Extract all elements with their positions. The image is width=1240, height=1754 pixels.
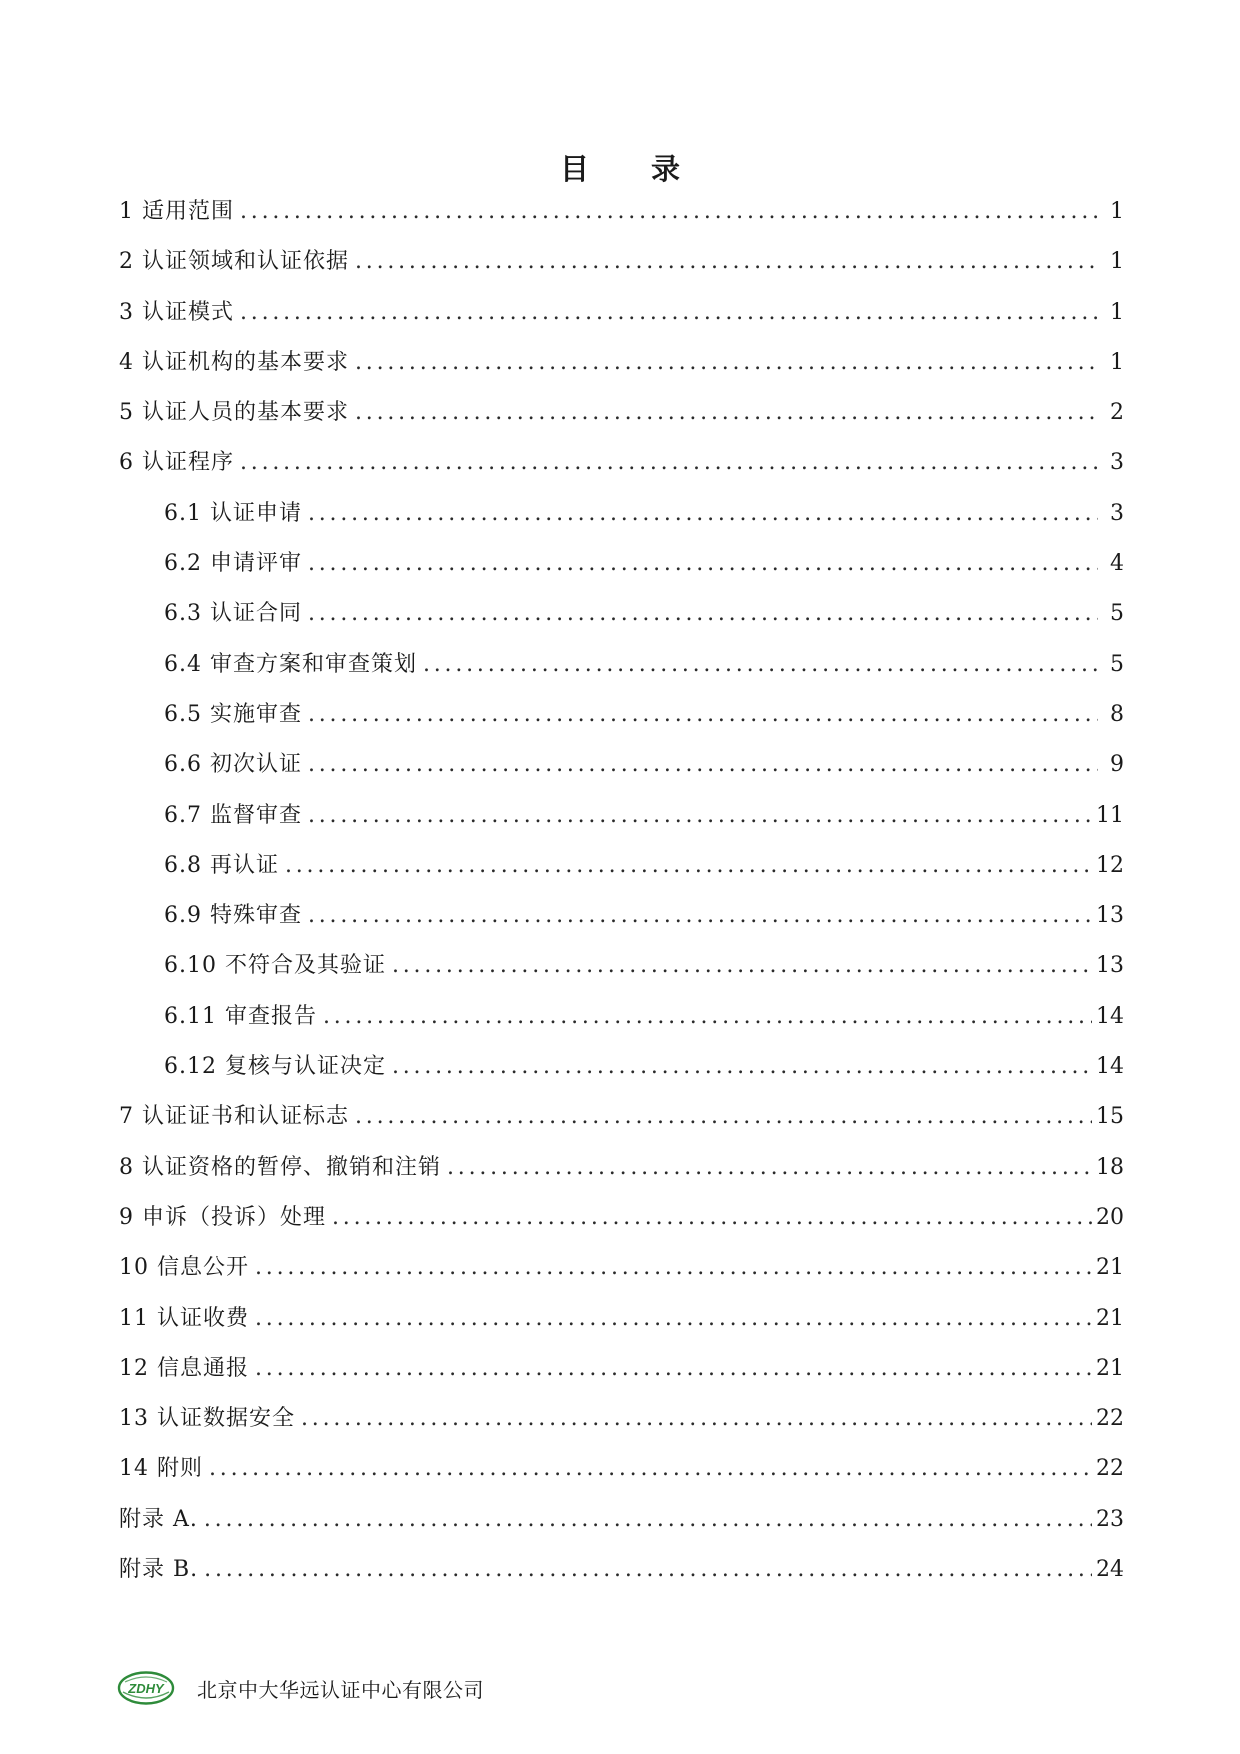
- toc-dot-leader: [355, 348, 1098, 378]
- toc-subentry[interactable]: [119, 650, 1124, 700]
- toc-dot-leader: [308, 499, 1098, 529]
- toc-page-number: 21: [1096, 1305, 1124, 1331]
- toc-subentry[interactable]: [119, 901, 1124, 951]
- toc-subentry[interactable]: [119, 549, 1124, 599]
- toc-page-number: 1: [1110, 299, 1124, 325]
- toc-entry-label: 6.6 初次认证: [164, 752, 302, 778]
- toc-dot-leader: [308, 901, 1092, 931]
- toc-entry-label: 6.12 复核与认证决定: [164, 1054, 386, 1080]
- toc-page-number: 2: [1110, 400, 1124, 426]
- toc-dot-leader: [308, 750, 1098, 780]
- toc-entry[interactable]: [119, 1404, 1124, 1454]
- toc-entry[interactable]: [119, 197, 1124, 247]
- toc-page-number: 15: [1096, 1104, 1124, 1130]
- toc-entry-label: 5 认证人员的基本要求: [119, 400, 349, 426]
- toc-page-number: 4: [1110, 551, 1124, 577]
- toc-entry[interactable]: [119, 247, 1124, 297]
- toc-page-number: 1: [1110, 349, 1124, 375]
- company-logo: [117, 1670, 175, 1706]
- toc-page-number: 12: [1096, 852, 1124, 878]
- toc-page-number: 23: [1096, 1506, 1124, 1532]
- toc-page-number: 3: [1110, 500, 1124, 526]
- toc-dot-leader: [355, 398, 1098, 428]
- toc-entry-label: 12 信息通报: [119, 1355, 249, 1381]
- toc-dot-leader: [301, 1404, 1092, 1434]
- toc-subentry[interactable]: [119, 801, 1124, 851]
- company-name: 北京中大华远认证中心有限公司: [197, 1677, 484, 1702]
- toc-entry[interactable]: [119, 348, 1124, 398]
- toc-page-number: 22: [1096, 1456, 1124, 1482]
- toc-dot-leader: [308, 549, 1098, 579]
- toc-dot-leader: [308, 801, 1092, 831]
- toc-page-number: 8: [1110, 701, 1124, 727]
- toc-subentry[interactable]: [119, 1052, 1124, 1102]
- toc-dot-leader: [423, 650, 1098, 680]
- toc-entry-label: 4 认证机构的基本要求: [119, 349, 349, 375]
- toc-entry-label: 6.9 特殊审查: [164, 903, 302, 929]
- toc-entry[interactable]: [119, 1354, 1124, 1404]
- toc-entry-label: 11 认证收费: [119, 1305, 249, 1331]
- toc-entry-label: 6.2 申请评审: [164, 551, 302, 577]
- toc-entry[interactable]: [119, 448, 1124, 498]
- toc-dot-leader: [255, 1354, 1092, 1384]
- toc-page-number: 9: [1110, 752, 1124, 778]
- toc-subentry[interactable]: [119, 700, 1124, 750]
- toc-page-number: 14: [1096, 1003, 1124, 1029]
- toc-dot-leader: [392, 951, 1092, 981]
- toc-page-number: 13: [1096, 903, 1124, 929]
- toc-dot-leader: [240, 448, 1098, 478]
- toc-dot-leader: [323, 1002, 1092, 1032]
- toc-entry-label: 2 认证领域和认证依据: [119, 249, 349, 275]
- toc-dot-leader: [392, 1052, 1092, 1082]
- toc-entry-label: 6.7 监督审查: [164, 802, 302, 828]
- toc-entry-label: 7 认证证书和认证标志: [119, 1104, 349, 1130]
- toc-page-number: 5: [1110, 651, 1124, 677]
- logo-lettering: ZDHY: [128, 1681, 164, 1696]
- toc-entry[interactable]: [119, 1454, 1124, 1504]
- toc-dot-leader: [240, 197, 1098, 227]
- toc-page-number: 1: [1110, 199, 1124, 224]
- toc-entry-label: 1 适用范围: [119, 199, 234, 224]
- table-of-contents: [119, 197, 1124, 1605]
- toc-entry-label: 8 认证资格的暂停、撤销和注销: [119, 1154, 441, 1180]
- toc-page-number: 11: [1096, 802, 1124, 828]
- page-footer: [117, 1668, 484, 1708]
- toc-page-number: 21: [1096, 1355, 1124, 1381]
- toc-page-number: 13: [1096, 953, 1124, 979]
- toc-dot-leader: [332, 1203, 1092, 1233]
- toc-dot-leader: [240, 298, 1098, 328]
- toc-dot-leader: [285, 851, 1092, 881]
- toc-entry-label: 10 信息公开: [119, 1255, 249, 1281]
- toc-subentry[interactable]: [119, 599, 1124, 649]
- toc-entry-label: 14 附则: [119, 1456, 203, 1482]
- toc-dot-leader: [447, 1153, 1092, 1183]
- toc-page-number: 21: [1096, 1255, 1124, 1281]
- toc-subentry[interactable]: [119, 851, 1124, 901]
- toc-dot-leader: [308, 599, 1098, 629]
- page-title: 目 录: [559, 152, 707, 187]
- toc-entry-label: 附录 A.: [119, 1506, 198, 1532]
- toc-subentry[interactable]: [119, 499, 1124, 549]
- toc-entry-label: 3 认证模式: [119, 299, 234, 325]
- toc-page-number: 14: [1096, 1054, 1124, 1080]
- toc-page-number: 18: [1096, 1154, 1124, 1180]
- toc-dot-leader: [209, 1454, 1092, 1484]
- toc-entry-label: 6.5 实施审查: [164, 701, 302, 727]
- toc-subentry[interactable]: [119, 951, 1124, 1001]
- toc-entry[interactable]: [119, 1253, 1124, 1303]
- toc-entry[interactable]: [119, 1555, 1124, 1605]
- toc-entry-label: 6.1 认证申请: [164, 500, 302, 526]
- toc-dot-leader: [255, 1304, 1092, 1334]
- toc-entry[interactable]: [119, 1203, 1124, 1253]
- toc-dot-leader: [308, 700, 1098, 730]
- toc-entry-label: 6.11 审查报告: [164, 1003, 317, 1029]
- toc-entry[interactable]: [119, 1153, 1124, 1203]
- toc-page-number: 3: [1110, 450, 1124, 476]
- toc-page-number: 22: [1096, 1406, 1124, 1432]
- toc-page-number: 24: [1096, 1557, 1124, 1583]
- toc-dot-leader: [204, 1505, 1092, 1535]
- toc-entry-label: 附录 B.: [119, 1557, 199, 1583]
- toc-entry-label: 9 申诉（投诉）处理: [119, 1204, 326, 1230]
- toc-page-number: 20: [1096, 1204, 1124, 1230]
- toc-entry-label: 6.8 再认证: [164, 852, 279, 878]
- toc-subentry[interactable]: [119, 750, 1124, 800]
- toc-entry[interactable]: [119, 1505, 1124, 1555]
- toc-dot-leader: [355, 247, 1098, 277]
- toc-dot-leader: [355, 1102, 1092, 1132]
- toc-entry-label: 6 认证程序: [119, 450, 234, 476]
- toc-entry-label: 6.4 审查方案和审查策划: [164, 651, 417, 677]
- toc-subentry[interactable]: [119, 1002, 1124, 1052]
- toc-entry-label: 6.3 认证合同: [164, 601, 302, 627]
- toc-entry[interactable]: [119, 398, 1124, 448]
- toc-dot-leader: [204, 1555, 1092, 1585]
- toc-dot-leader: [255, 1253, 1092, 1283]
- toc-entry[interactable]: [119, 1304, 1124, 1354]
- toc-entry-label: 6.10 不符合及其验证: [164, 953, 386, 979]
- toc-page-number: 1: [1110, 249, 1124, 275]
- toc-entry-label: 13 认证数据安全: [119, 1406, 295, 1432]
- toc-entry[interactable]: [119, 298, 1124, 348]
- toc-page-number: 5: [1110, 601, 1124, 627]
- toc-entry[interactable]: [119, 1102, 1124, 1152]
